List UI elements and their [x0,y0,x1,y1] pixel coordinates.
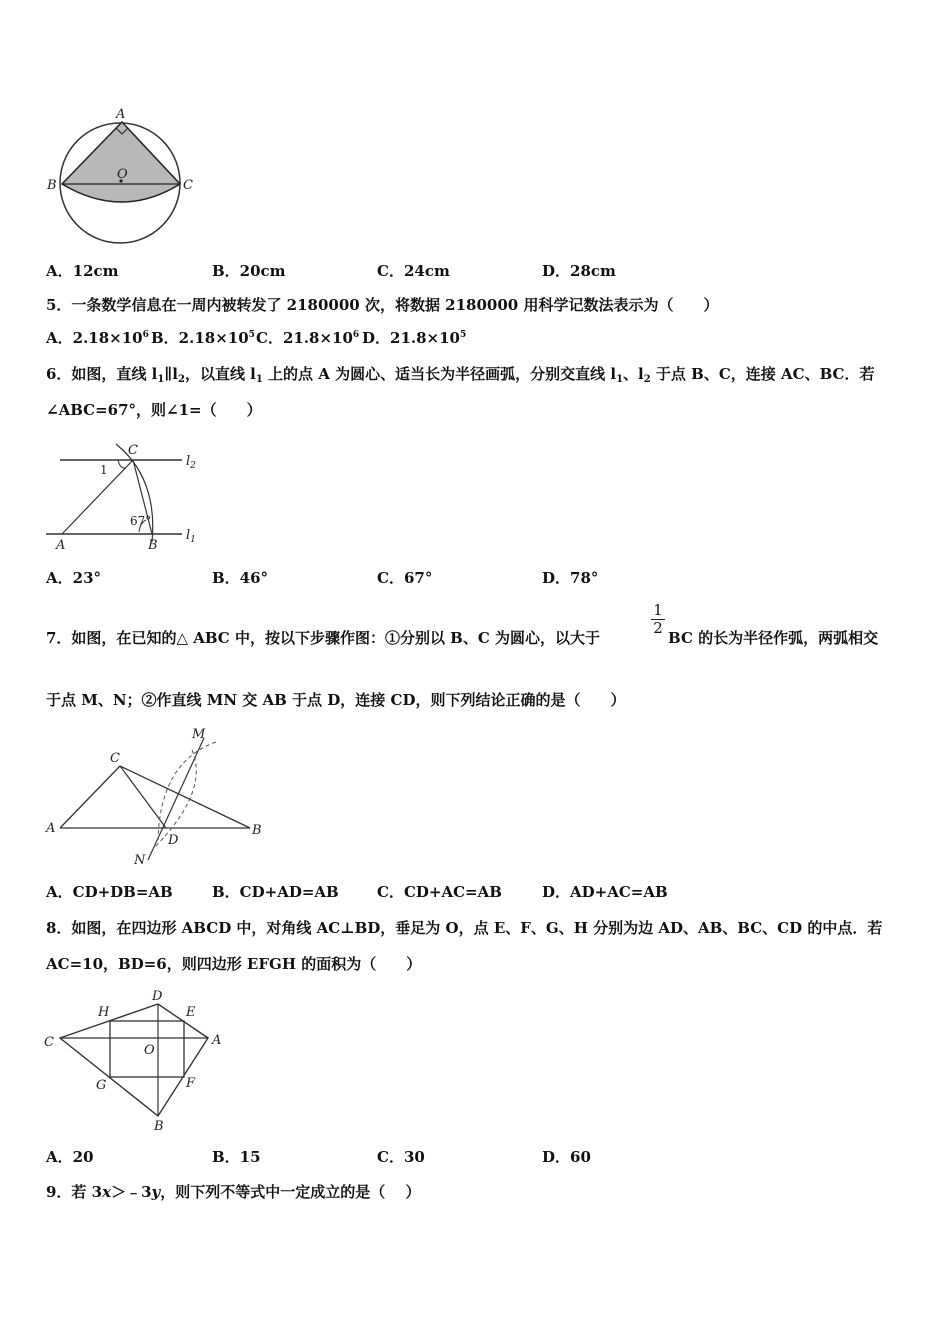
q7-segment-cd [120,766,166,828]
q8-label-o: O [144,1043,155,1058]
q7-option-b[interactable]: B．CD+AD=AB [212,883,339,901]
q8-option-b[interactable]: B．15 [212,1148,261,1166]
q6-label-b: B [148,538,158,553]
q8-label-f: F [186,1076,196,1091]
q6-parallel-lines-figure [40,438,210,556]
q4-label-c: C [183,178,193,193]
q6-sub4: 1 [616,374,624,385]
q6-option-a[interactable]: A．23° [46,569,102,587]
q7-triangle-figure [40,722,270,870]
q6-angle1-mark [118,460,126,468]
q6-stem-line1 [46,364,874,384]
q6-sub2: 2 [177,374,185,385]
q5-option-d-exp: 5 [459,330,467,340]
q5-option-d-base: D．21.8×10 [362,329,460,347]
q7-label-c: C [110,751,120,766]
q6-label-l2: $l_2$ [186,454,196,471]
q4-label-b: B [47,178,57,193]
q5-stem: 5．一条数学信息在一周内被转发了 2180000 次，将数据 2180000 用科学记数法表示为（ ） [46,296,719,314]
q4-option-a[interactable]: A．12cm [46,262,119,280]
q7-fraction-numerator: 1 [653,601,663,619]
q7-option-d[interactable]: D．AD+AC=AB [542,883,668,901]
q8-label-d: D [152,989,163,1004]
q7-stem-line1-part2: BC 的长为半径作弧，两弧相交 [668,629,879,647]
q6-sub5: 2 [643,374,651,385]
q7-label-m: M [192,727,206,742]
q7-arc-from-b [158,742,216,840]
q8-option-a[interactable]: A．20 [46,1148,94,1166]
q7-segment-ac [60,766,120,828]
q8-option-c[interactable]: C．30 [377,1148,425,1166]
q9-var-y: y [151,1183,161,1201]
q6-stem-seg6: 于点 B、C，连接 AC、BC．若 [650,365,875,383]
q5-option-b-exp: 5 [248,330,255,340]
q5-option-a-exp: 6 [142,330,149,340]
q4-option-d[interactable]: D．28cm [542,262,616,280]
q8-quadrilateral-figure [40,988,240,1136]
q6-segment-ac [62,460,133,534]
q6-label-angle1: 1 [100,463,108,477]
q5-option-c-exp: 6 [352,330,360,340]
q4-option-b[interactable]: B．20cm [212,262,286,280]
q4-circle-figure [40,100,210,250]
q9-stem-seg2: ＞﹣3 [111,1183,152,1201]
q4-option-c[interactable]: C．24cm [377,262,450,280]
q7-label-d: D [168,833,179,848]
q6-option-c[interactable]: C．67° [377,569,433,587]
q5-option-c[interactable] [256,328,359,348]
q6-option-b[interactable]: B．46° [212,569,269,587]
q6-label-l1: $l_1$ [186,528,196,545]
q7-label-n: N [134,853,146,868]
q7-stem-line1-part1: 7．如图，在已知的△ ABC 中，按以下步骤作图：①分别以 B、C 为圆心，以大于 [46,629,601,647]
q5-option-b-base: B．2.18×10 [151,329,249,347]
q8-label-h: H [98,1005,110,1020]
q6-stem-seg3: ，以直线 l [184,365,256,383]
q8-label-g: G [96,1078,107,1093]
q6-label-a: A [56,538,66,553]
q6-stem-seg4: 上的点 A 为圆心、适当长为半径画弧，分别交直线 l [262,365,617,383]
q8-option-d[interactable]: D．60 [542,1148,591,1166]
q8-label-b: B [154,1119,164,1134]
q6-stem-seg5: 、l [623,365,644,383]
q7-label-b: B [252,823,262,838]
q9-stem-seg3: ，则下列不等式中一定成立的是（ ） [160,1183,421,1201]
q6-stem-seg2: ∥l [164,365,178,383]
q6-sub1: 1 [157,374,165,385]
q7-fraction-half [651,602,665,637]
q6-label-angle67: 67° [130,514,152,528]
q5-option-c-base: C．21.8×10 [256,329,353,347]
q9-stem-seg1: 9．若 3 [46,1183,103,1201]
q5-option-b[interactable] [151,328,255,348]
q6-stem-seg1: 6．如图，直线 l [46,365,158,383]
q4-label-o: O [117,167,128,182]
q9-var-x: x [102,1183,112,1201]
q8-label-c: C [44,1035,54,1050]
q6-option-d[interactable]: D．78° [542,569,599,587]
q5-option-a[interactable] [46,328,149,348]
q7-label-a: A [46,821,56,836]
q5-option-d[interactable] [362,328,466,348]
q5-option-a-base: A．2.18×10 [46,329,143,347]
q7-fraction-denominator: 2 [651,619,665,637]
q7-option-a[interactable]: A．CD+DB=AB [46,883,173,901]
q8-stem-line2: AC=10，BD=6，则四边形 EFGH 的面积为（ ） [46,955,422,973]
q8-label-a: A [212,1033,222,1048]
q6-sub3: 1 [255,374,263,385]
q6-stem-line2: ∠ABC=67°，则∠1=（ ） [46,401,262,419]
q8-label-e: E [186,1005,196,1020]
q8-stem-line1: 8．如图，在四边形 ABCD 中，对角线 AC⊥BD，垂足为 O，点 E、F、G、H 分别为边 AD、AB、BC、CD 的中点．若 [46,919,883,937]
q4-shaded-sector [62,122,180,202]
q7-stem-line2: 于点 M、N；②作直线 MN 交 AB 于点 D，连接 CD，则下列结论正确的是（ ） [46,691,626,709]
q9-stem [46,1182,420,1202]
q6-label-c: C [128,443,138,458]
q7-option-c[interactable]: C．CD+AC=AB [377,883,502,901]
q7-segment-cb [120,766,250,828]
q4-label-a: A [116,107,126,122]
